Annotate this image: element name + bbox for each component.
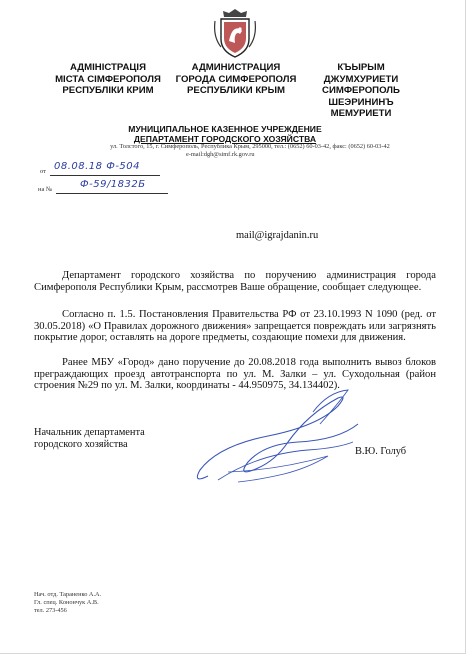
signatory-title bbox=[34, 427, 145, 450]
executor-info bbox=[34, 591, 101, 615]
signatory-title-line-2: городского хозяйства bbox=[34, 438, 128, 450]
body-paragraph-3: Ранее МБУ «Город» дано поручение до 20.08.2018 года выполнить вывоз блоков преграждающих проезд автотранспорта по ул. М. Залки – ул. Суходольная (район строения №29 по ул. М. Залки, координаты - 44.950975, 34.134402). bbox=[34, 357, 436, 392]
ref-to-line bbox=[56, 193, 168, 194]
ref-from-line bbox=[50, 175, 160, 176]
header-crimean-tatar: КЪЫРЫМ ДЖУМХУРИЕТИ СИМФЕРОПОЛЬ ШЕЭРИНИНЪ МЕМУРИЕТИ bbox=[322, 62, 400, 119]
executor-line-1: Нач. отд. Тараненко А.А. bbox=[34, 591, 102, 598]
executor-line-2: Гл. спец. Конончук А.В. bbox=[34, 599, 99, 606]
header-ukrainian: АДМІНІСТРАЦІЯ МІСТА СІМФЕРОПОЛЯ РЕСПУБЛІКИ КРИМ bbox=[55, 62, 161, 96]
signatory-name: В.Ю. Голуб bbox=[355, 446, 407, 457]
header-russian: АДМИНИСТРАЦИЯ ГОРОДА СИМФЕРОПОЛЯ РЕСПУБЛИКИ КРЫМ bbox=[175, 62, 297, 96]
ref-to-label: на № bbox=[38, 186, 53, 193]
organization-name bbox=[60, 124, 390, 144]
organization-address: ул. Толстого, 15, г. Симферополь, Республика Крым, 295000, тел.: (0652) 60-03-42, факс: (0652) 60-03-42 bbox=[110, 143, 390, 150]
organization-line-1: МУНИЦИПАЛЬНОЕ КАЗЕННОЕ УЧРЕЖДЕНИЕ bbox=[128, 124, 322, 134]
recipient-email: mail@igrajdanin.ru bbox=[236, 230, 319, 241]
crimea-coat-of-arms-icon bbox=[213, 7, 257, 59]
signatory-title-line-1: Начальник департамента bbox=[34, 427, 145, 438]
executor-phone: тел. 273-456 bbox=[34, 607, 67, 614]
body-paragraph-2: Согласно п. 1.5. Постановления Правительства РФ от 23.10.1993 N 1090 (ред. от 30.05.2018) «О Правилах дорожного движения» запрещается повреждать или загрязнять покрытие дорог, оставлять на дороге предметы, создающие помехи для движения. bbox=[34, 309, 436, 344]
ref-from-label: от bbox=[40, 168, 47, 175]
ref-to-value: Ф-59/1832Б bbox=[80, 179, 146, 190]
handwritten-signature-icon bbox=[188, 384, 368, 494]
organization-line-2: ДЕПАРТАМЕНТ ГОРОДСКОГО ХОЗЯЙСТВА bbox=[133, 134, 317, 144]
organization-email: e-mail:dgh@simf.rk.gov.ru bbox=[186, 151, 255, 158]
body-paragraph-1: Департамент городского хозяйства по поручению администрация города Симферополя Республики Крым, рассмотрев Ваше обращение, сообщает следующее. bbox=[34, 270, 436, 293]
ref-from-value: 08.08.18 Ф-504 bbox=[54, 161, 141, 172]
